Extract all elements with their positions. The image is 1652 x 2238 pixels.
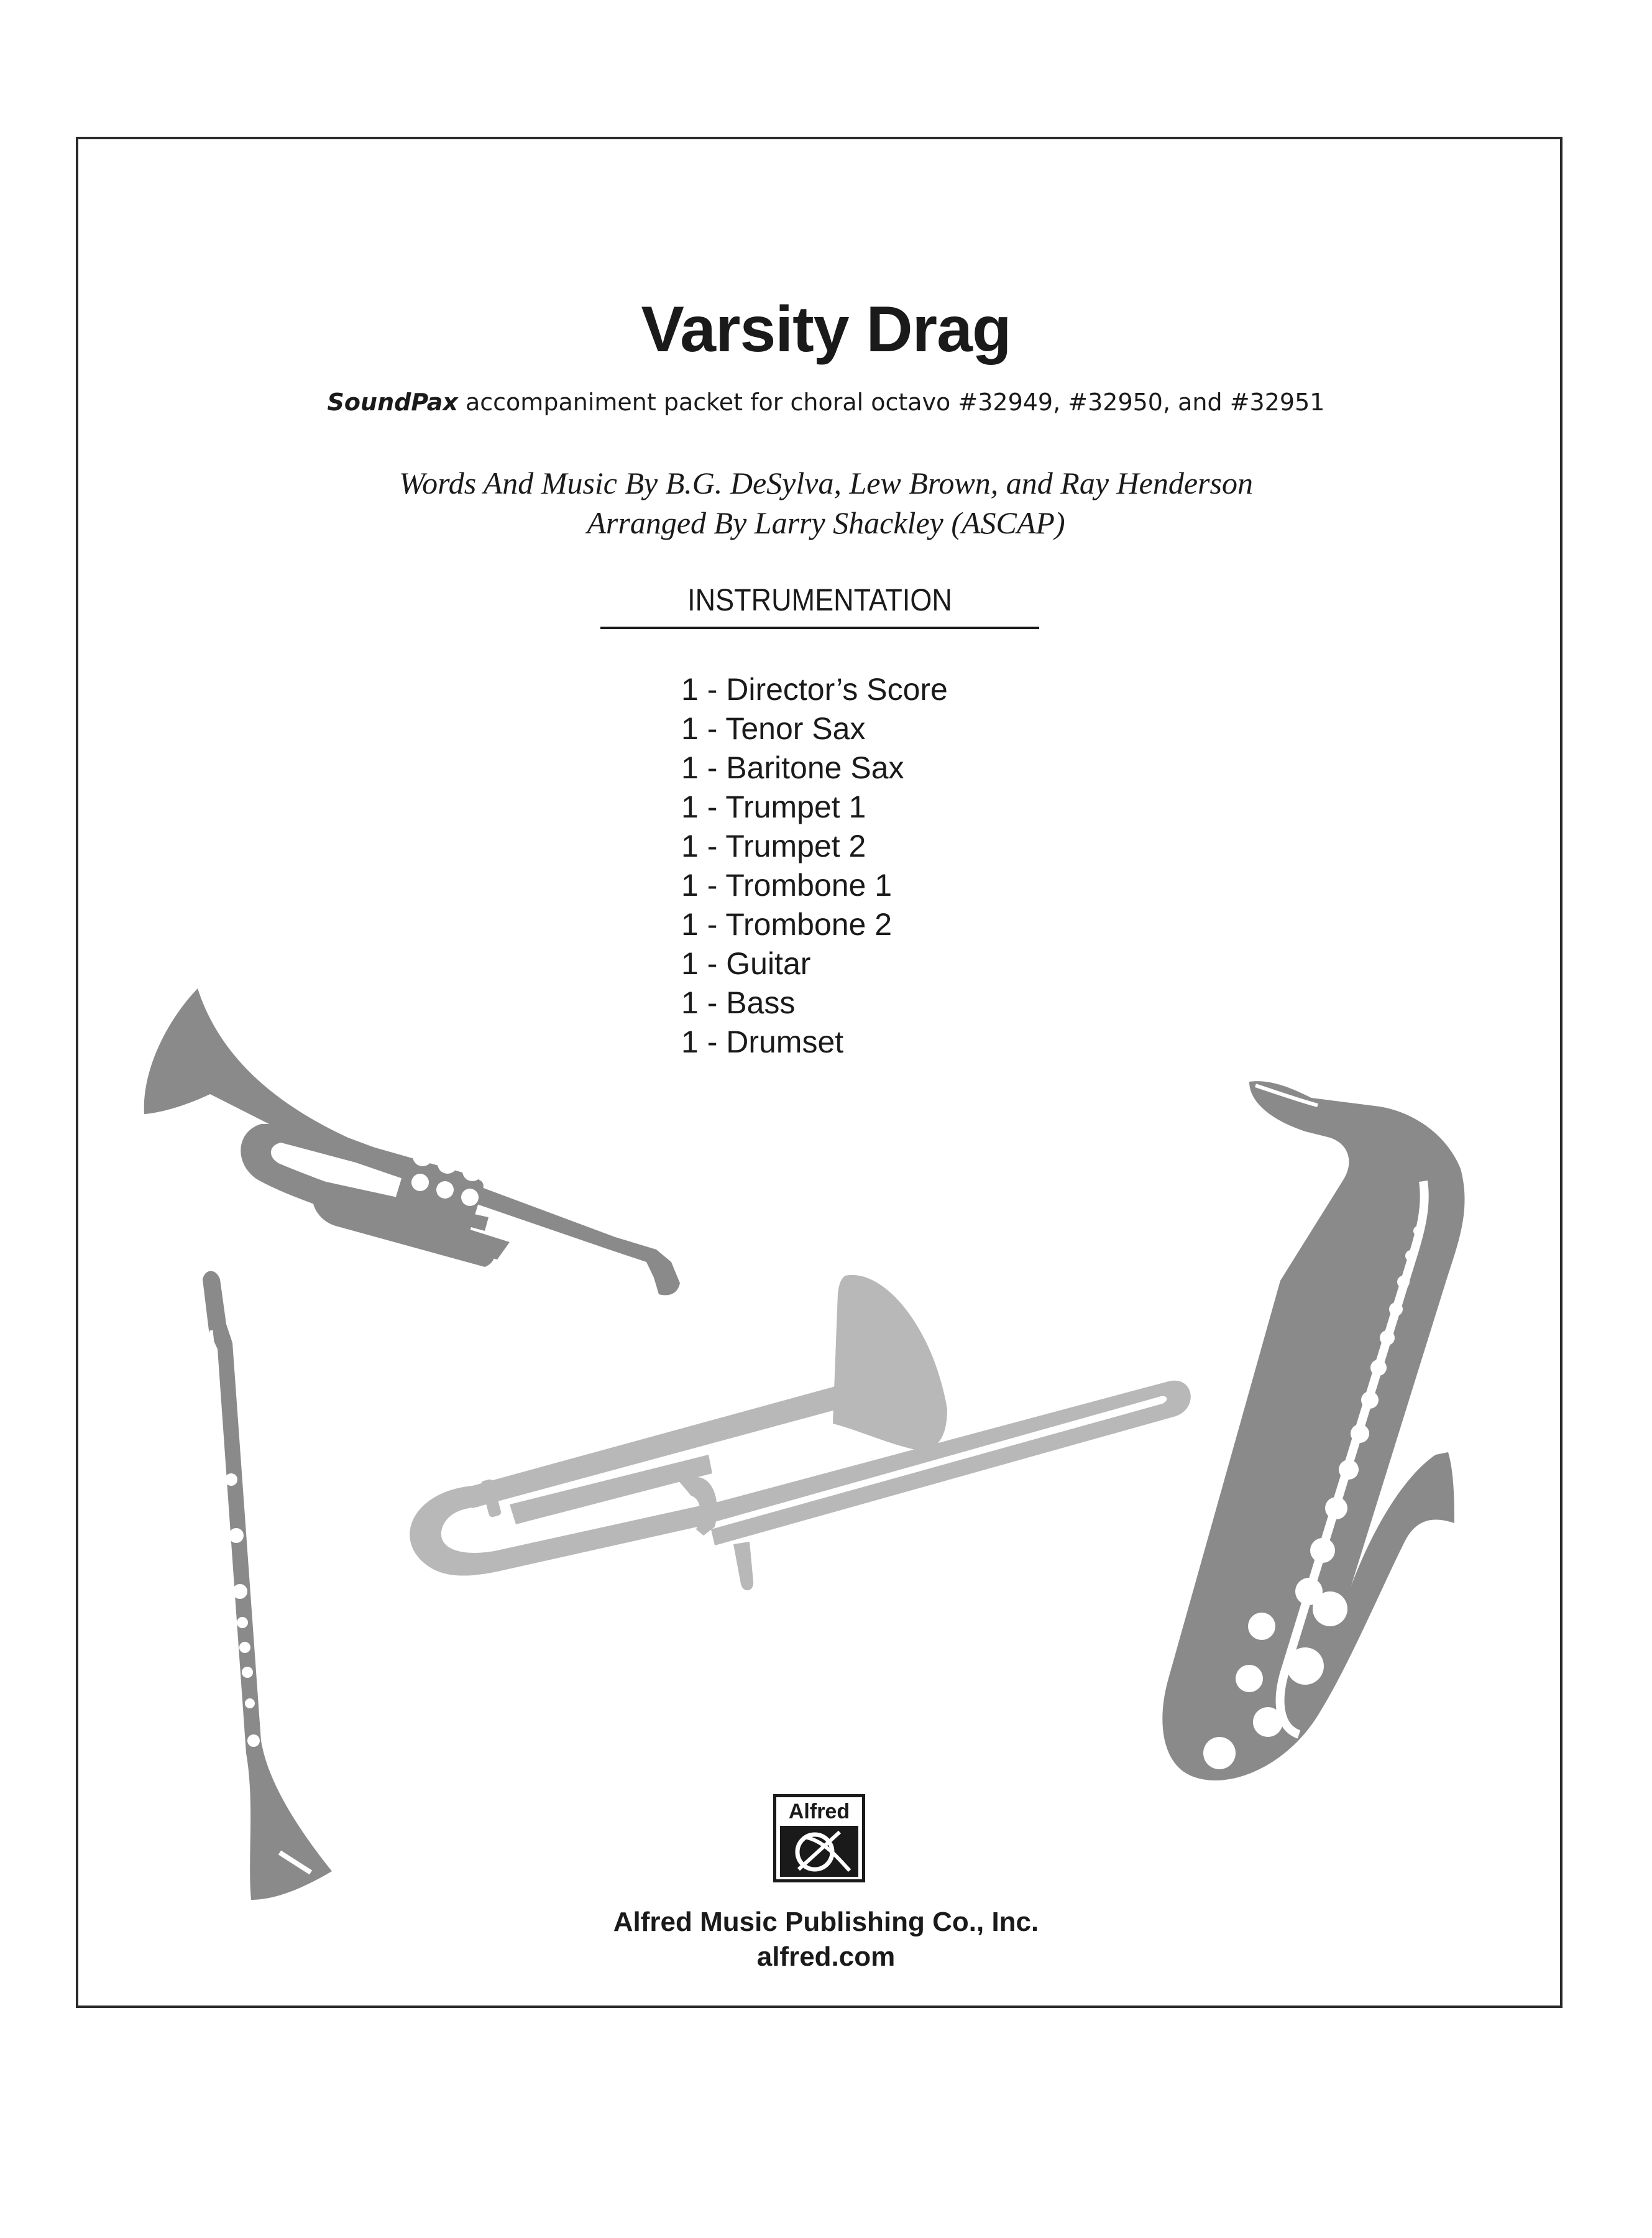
list-item: 1 - Trumpet 1 — [681, 790, 866, 824]
trumpet-icon — [144, 988, 680, 1295]
list-item: 1 - Tenor Sax — [681, 711, 866, 746]
alfred-logo-word: Alfred — [788, 1800, 850, 1823]
list-item: 1 - Trombone 2 — [681, 907, 893, 942]
trombone-icon — [410, 1275, 1191, 1590]
list-item: 1 - Trombone 1 — [681, 868, 893, 903]
alfred-logo-emblem-icon — [780, 1826, 858, 1877]
list-item: 1 - Bass — [681, 985, 796, 1020]
list-item: 1 - Baritone Sax — [681, 750, 904, 785]
list-item: 1 - Trumpet 2 — [681, 829, 866, 863]
song-title: Varsity Drag — [641, 293, 1011, 366]
instrumentation-heading: INSTRUMENTATION — [687, 583, 952, 617]
subtitle-text: accompaniment packet for choral octavo #32949, #32950, and #32951 — [457, 389, 1325, 416]
soundpax-brand: SoundPax — [327, 389, 458, 416]
saxophone-icon — [1162, 1081, 1464, 1780]
arranger-credit: Arranged By Larry Shackley (ASCAP) — [587, 505, 1065, 540]
list-item: 1 - Guitar — [681, 946, 811, 981]
composer-credit: Words And Music By B.G. DeSylva, Lew Brown, and Ray Henderson — [399, 466, 1253, 500]
list-item: 1 - Director’s Score — [681, 672, 948, 707]
list-item: 1 - Drumset — [681, 1025, 844, 1059]
publisher-website: alfred.com — [756, 1941, 896, 1972]
alfred-logo-icon — [773, 1794, 865, 1882]
publisher-name: Alfred Music Publishing Co., Inc. — [613, 1907, 1039, 1937]
clarinet-icon — [203, 1271, 332, 1900]
